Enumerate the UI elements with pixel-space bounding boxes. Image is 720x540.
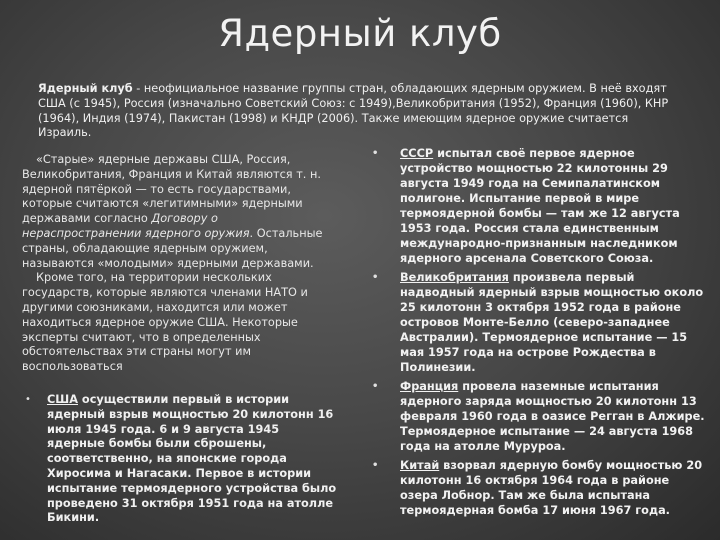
- country-link-ussr[interactable]: СССР: [400, 147, 434, 160]
- uk-text: произвела первый надводный ядерный взрыв мощностью около 25 килотонн 3 октября 1952 года в районе островов Монте-Белло (северо-западнее Австралии). Термоядерное испытание — 15 мая 1957 года на острове Рождества в Полинезии.: [400, 271, 704, 374]
- slide-title: Ядерный клуб: [218, 12, 502, 55]
- china-bullet-item: [370, 458, 705, 518]
- nato-text: Кроме того, на территории нескольких государств, которые являются членами НАТО и другими союзниками, находится или может находиться ядерное оружие США. Некоторые эксперты считают, что в определенных обстоятельствах эти страны могут им воспользоваться: [22, 271, 308, 374]
- bullet-icon: •: [372, 148, 379, 159]
- china-text: взорвал ядерную бомбу мощностью 20 килотонн 16 октября 1964 года в районе озера Лобнор. Там же была испытана термоядерная бомба 17 июня 1967 года.: [400, 459, 703, 517]
- usa-text: осуществили первый в истории ядерный взрыв мощностью 20 килотонн 16 июля 1945 года. 6 и 9 августа 1945 ядерные бомбы были сброшены, соответственно, на японские города Хиросима и Нагасаки. Первое в истории испытание термоядерного устройства было проведено 31 октября 1951 года на атолле Бикини.: [47, 392, 337, 525]
- france-text: провела наземные испытания ядерного заряда мощностью 20 килотонн 13 февраля 1960 года в оазисе Регган в Алжире. Термоядерное испытание — 24 августа 1968 года на атолле Муруроа.: [400, 380, 705, 453]
- ussr-bullet-item: [370, 146, 705, 266]
- intro-paragraph: [38, 82, 678, 141]
- intro-text: - неофициальное название группы стран, обладающих ядерным оружием. В неё входят США (с 1945), Россия (изначально Советский Союз: с 1949),Великобритания (1952), Франция (1960), КНР (1964), Индия (1974), Пакистан (1998) и КНДР (2006). Также имеющим ядерное оружие считается Израиль.: [38, 82, 669, 140]
- old-powers-text-end: . Остальные страны, обладающие ядерным оружием, называются «молодыми» ядерными державами.: [22, 226, 323, 270]
- bullet-icon: •: [372, 272, 379, 283]
- old-powers-paragraph: [22, 153, 340, 271]
- country-link-china[interactable]: Китай: [400, 459, 440, 472]
- old-powers-text-start: «Старые» ядерные державы США, Россия, Великобритания, Франция и Китай являются т. н. ядерной пятёркой — то есть государствами, которые считаются «легитимными» ядерными державами согласно: [22, 153, 321, 226]
- france-bullet-item: [370, 379, 705, 454]
- usa-bullet-item: [22, 393, 340, 526]
- bullet-icon: •: [372, 381, 379, 392]
- country-link-uk[interactable]: Великобритания: [400, 271, 509, 284]
- uk-bullet-item: [370, 270, 705, 375]
- npt-treaty-link-text: Договору о нераспространении ядерного оружия: [22, 212, 250, 240]
- right-column: [370, 146, 705, 522]
- intro-term: Ядерный клуб: [38, 82, 133, 95]
- country-link-france[interactable]: Франция: [400, 380, 459, 393]
- left-column: [22, 153, 340, 526]
- ussr-text: испытал своё первое ядерное устройство мощностью 22 килотонны 29 августа 1949 года на Семипалатинском полигоне. Испытание первой в мире термоядерной бомбы — там же 12 августа 1953 года. Россия стала единственным международно-признанным наследником ядерного арсенала Советского Союза.: [400, 147, 680, 265]
- country-link-usa[interactable]: США: [47, 392, 78, 406]
- bullet-icon: •: [25, 393, 31, 405]
- nato-paragraph: [22, 271, 340, 375]
- bullet-icon: •: [372, 460, 379, 471]
